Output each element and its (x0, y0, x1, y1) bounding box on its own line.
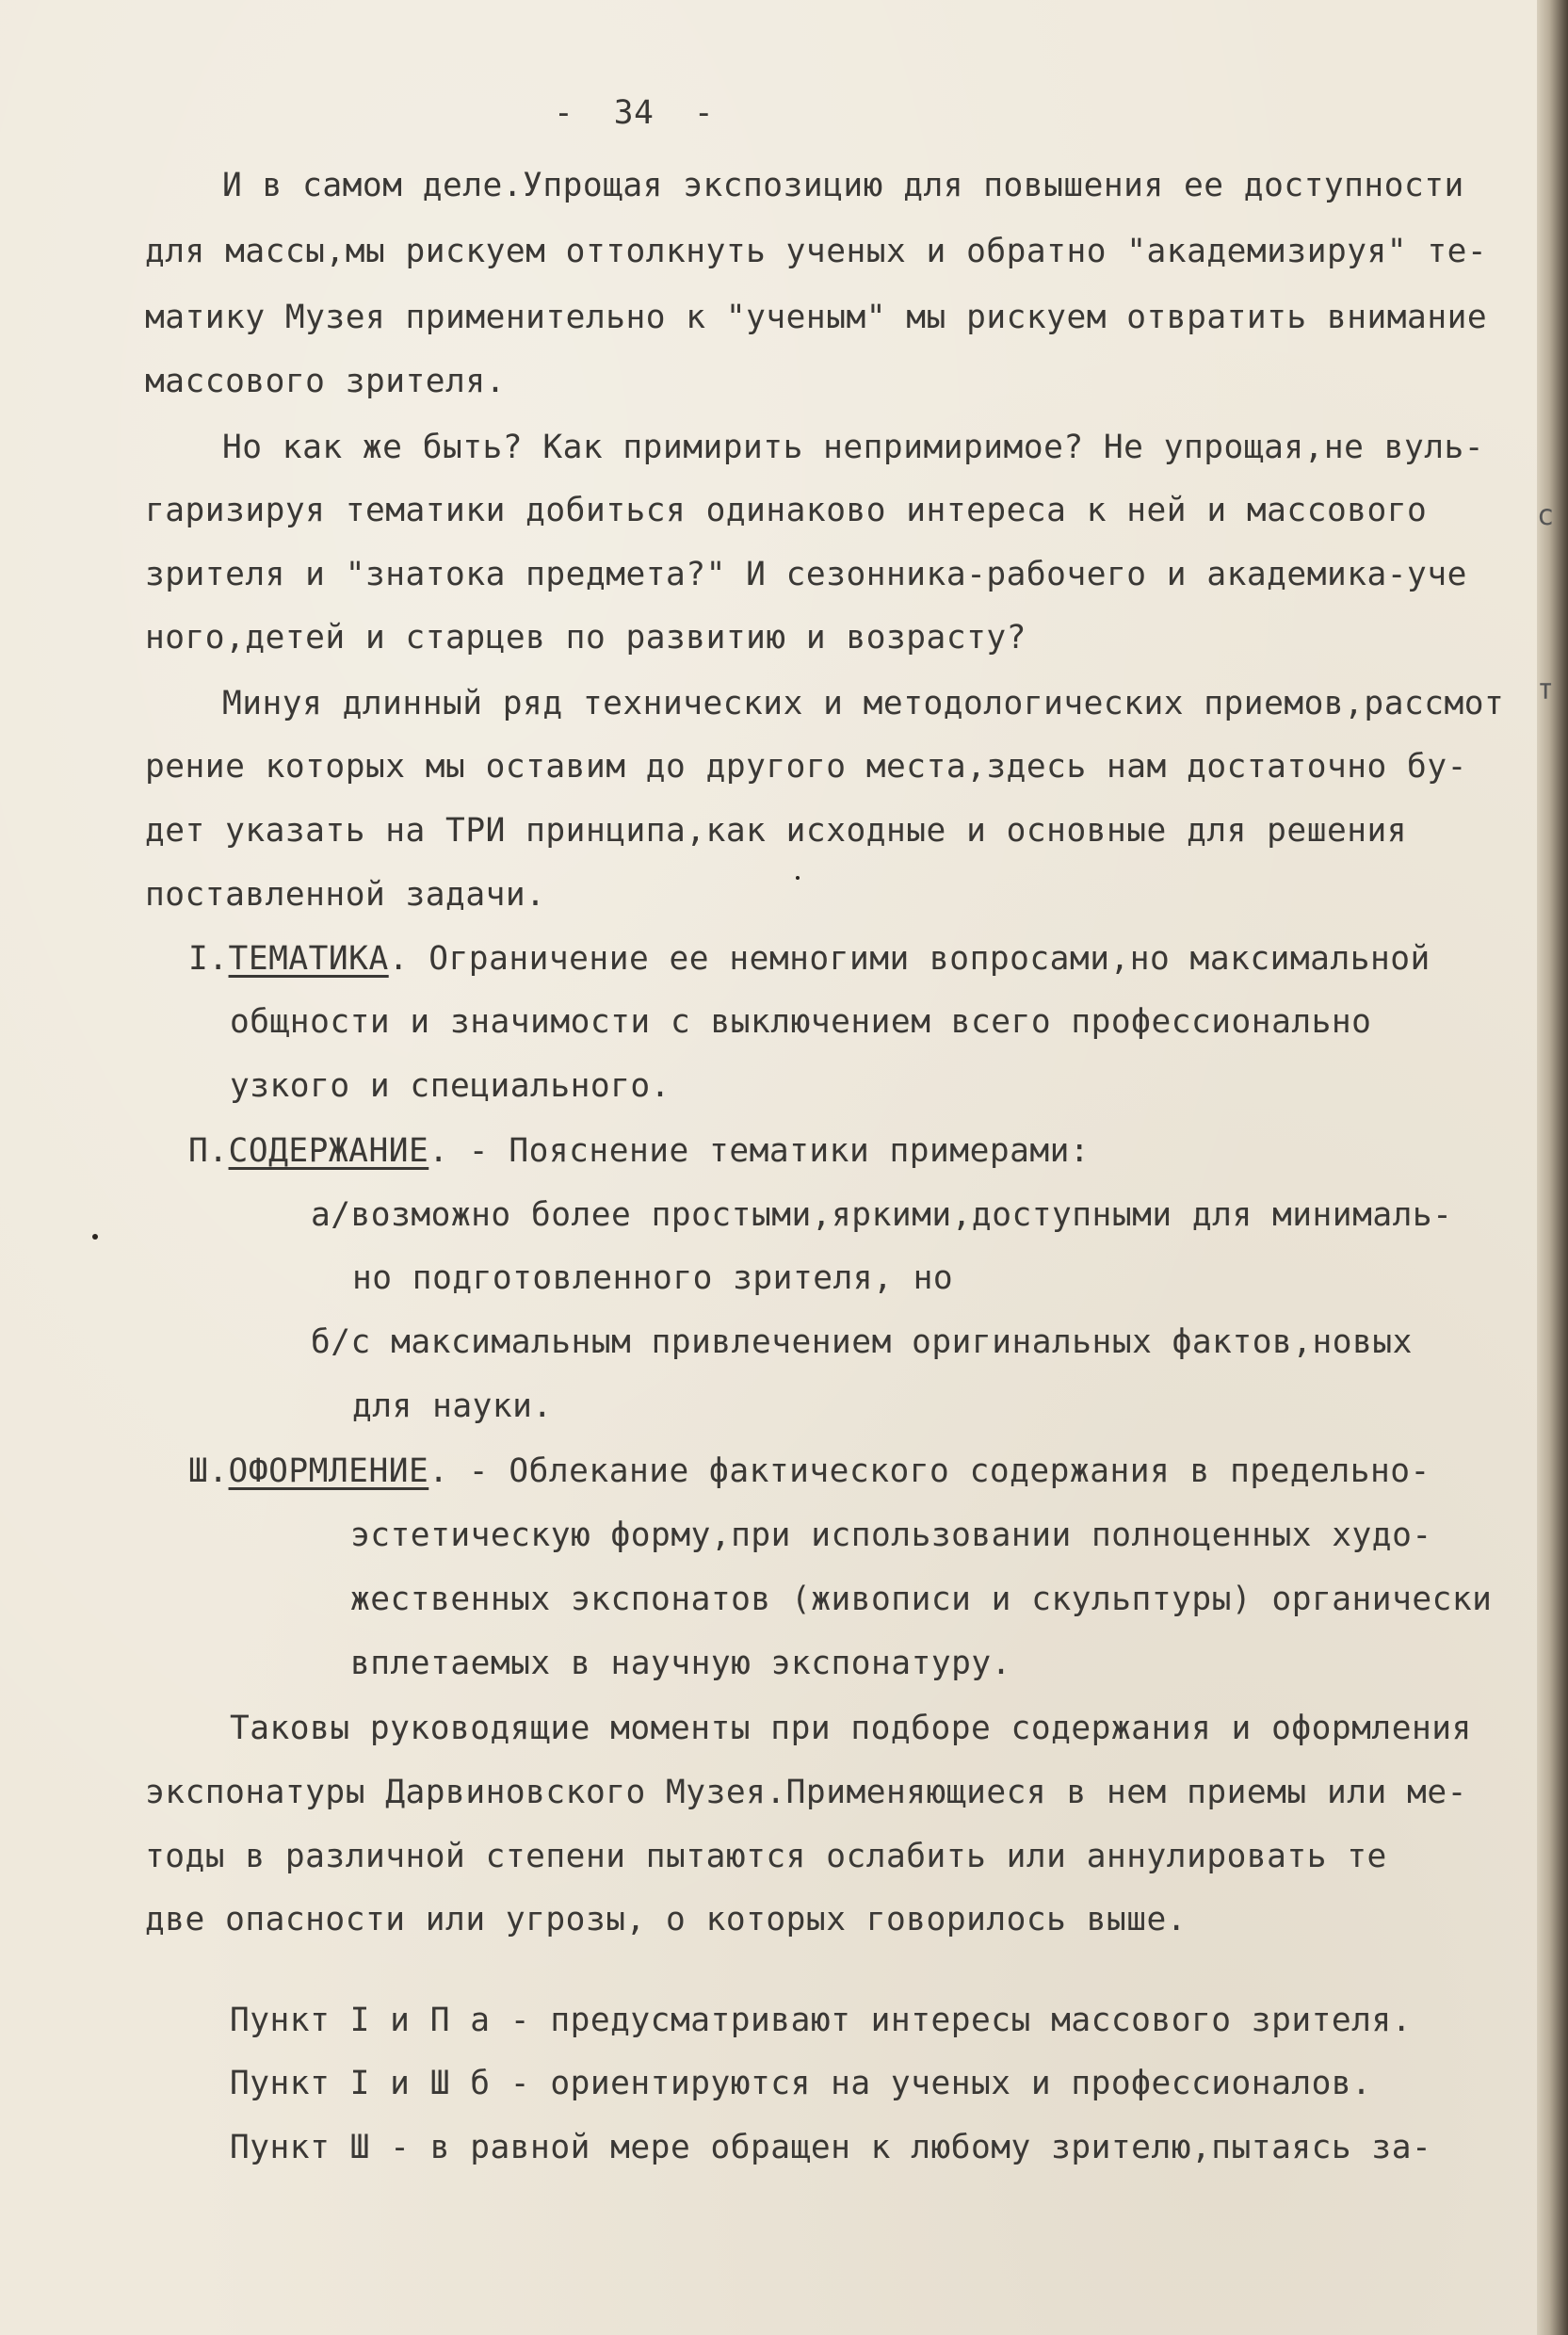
principle-line: эстетическую форму,при использовании полноценных худо- (350, 1516, 1432, 1554)
principle-text: . - Облекание фактического содержания в предельно- (428, 1452, 1431, 1490)
principle-item: но подготовленного зрителя, но (352, 1259, 954, 1297)
principle-title: ТЕМАТИКА (228, 940, 389, 978)
paragraph-line: Таковы руководящие моменты при подборе содержания и оформления (230, 1710, 1472, 1747)
principle-item: б/с максимальным привлечением оригинальных фактов,новых (311, 1323, 1413, 1361)
paragraph-line: массового зрителя. (145, 363, 506, 400)
principle-3-heading (188, 1452, 1431, 1490)
principle-item: а/возможно более простыми,яркими,доступными для минималь- (311, 1196, 1453, 1234)
page-edge (1537, 0, 1568, 2335)
paragraph-line: зрителя и "знатока предмета?" И сезонника-рабочего и академика-уче (145, 556, 1467, 593)
point-line: Пункт I и П а - предусматривают интересы массового зрителя. (230, 2002, 1412, 2039)
principle-number: П. (188, 1132, 229, 1170)
principle-number: I. (188, 940, 229, 978)
principle-line: общности и значимости с выключением всего профессионально (230, 1003, 1372, 1041)
page-number: - 34 - (554, 94, 715, 132)
paragraph-line: поставленной задачи. (145, 876, 546, 914)
principle-title: ОФОРМЛЕНИЕ (228, 1452, 429, 1490)
principle-2-heading (188, 1132, 1090, 1170)
edge-mark: т (1537, 673, 1555, 706)
principle-1-heading (188, 940, 1431, 978)
ink-spot (796, 876, 800, 880)
principle-number: Ш. (188, 1452, 229, 1490)
principle-text: . Ограничение ее немногими вопросами,но максимальной (388, 940, 1431, 978)
principle-line: жественных экспонатов (живописи и скульптуры) органически (350, 1581, 1493, 1618)
paragraph-line: гаризируя тематики добиться одинаково интереса к ней и массового (145, 492, 1428, 529)
paragraph-line: две опасности или угрозы, о которых говорилось выше. (145, 1901, 1188, 1938)
paragraph-line: экспонатуры Дарвиновского Музея.Применяющиеся в нем приемы или ме- (145, 1774, 1467, 1811)
paragraph-line: тоды в различной степени пытаются ослабить или аннулировать те (145, 1838, 1387, 1875)
paragraph-line: дет указать на ТРИ принципа,как исходные и основные для решения (145, 812, 1408, 850)
principle-line: узкого и специального. (230, 1067, 671, 1105)
principle-title: СОДЕРЖАНИЕ (228, 1132, 429, 1170)
point-line: Пункт Ш - в равной мере обращен к любому зрителю,пытаясь за- (230, 2129, 1432, 2166)
ink-spot (92, 1234, 98, 1240)
principle-item: для науки. (352, 1387, 553, 1425)
paragraph-line: для массы,мы рискуем оттолкнуть ученых и обратно "академизируя" те- (145, 233, 1488, 270)
paragraph-line: рение которых мы оставим до другого места,здесь нам достаточно бу- (145, 748, 1467, 786)
edge-mark: с (1537, 499, 1555, 532)
principle-text: . - Пояснение тематики примерами: (428, 1132, 1091, 1170)
paragraph-line: Но как же быть? Как примирить непримиримое? Не упрощая,не вуль- (222, 429, 1485, 466)
paragraph-line: матику Музея применительно к "ученым" мы рискуем отвратить внимание (145, 299, 1488, 336)
principle-line: вплетаемых в научную экспонатуру. (350, 1645, 1011, 1682)
paragraph-line: ного,детей и старцев по развитию и возрасту? (145, 619, 1026, 657)
paragraph-line: И в самом деле.Упрощая экспозицию для повышения ее доступности (222, 167, 1464, 204)
paragraph-line: Минуя длинный ряд технических и методологических приемов,рассмот (222, 685, 1505, 722)
point-line: Пункт I и Ш б - ориентируются на ученых и профессионалов. (230, 2065, 1372, 2102)
